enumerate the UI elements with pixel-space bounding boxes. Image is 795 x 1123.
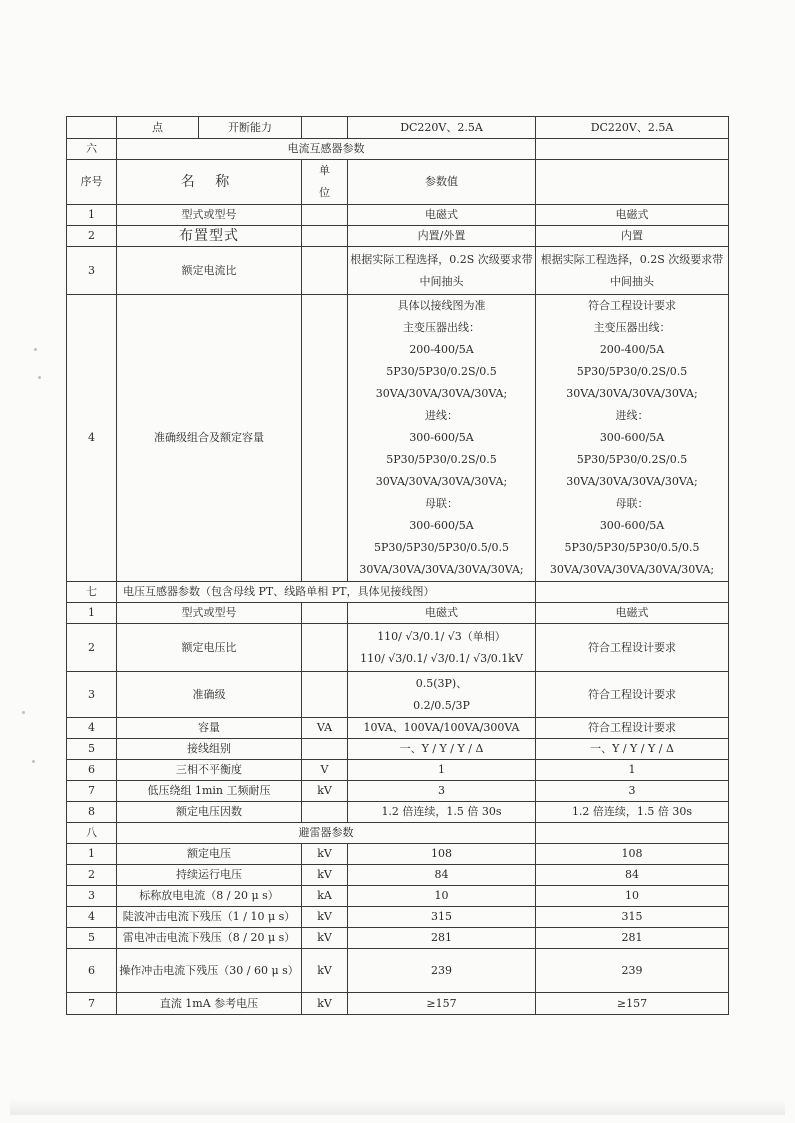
header-value: 参数值	[348, 160, 536, 205]
row-label: 点	[117, 117, 199, 139]
table-row: 6 操作冲击电流下残压（30 / 60 μ s） kV 239 239	[67, 949, 729, 993]
table-row: 5 接线组别 一、Y / Y / Y / Δ 一、Y / Y / Y / Δ	[67, 739, 729, 760]
table-row: 4 容量 VA 10VA、100VA/100VA/300VA 符合工程设计要求	[67, 718, 729, 739]
table-row: 1 型式或型号 电磁式 电磁式	[67, 205, 729, 226]
table-row: 3 额定电流比 根据实际工程选择，0.2S 次级要求带中间抽头 根据实际工程选择，0.2S 次级要求带中间抽头	[67, 247, 729, 295]
accuracy-value-cell: 具体以接线图为准 主变压器出线： 200-400/5A 5P30/5P30/0.2S/0.5 30VA/30VA/30VA/30VA; 进线： 300-600/5A 5P30/5P30/0.2S/0.5 30VA/30VA/30VA/30VA; 母联： 300-600/5A 5P30/5P30/5P30/0.5/0.5 30VA/30VA/30VA/30VA/30VA;	[348, 295, 536, 582]
table-row: 8 额定电压因数 1.2 倍连续，1.5 倍 30s 1.2 倍连续，1.5 倍 30s	[67, 802, 729, 823]
table-row: 3 标称放电电流（8 / 20 μ s） kA 10 10	[67, 886, 729, 907]
header-number: 序号	[67, 160, 117, 205]
section-title: 避雷器参数	[117, 823, 536, 844]
row-response: DC220V、2.5A	[536, 117, 729, 139]
section-title: 电压互感器参数（包含母线 PT、线路单相 PT，具体见接线图）	[117, 582, 536, 603]
section-title: 电流互感器参数	[117, 139, 536, 160]
table-row: 5 雷电冲击电流下残压（8 / 20 μ s） kV 281 281	[67, 928, 729, 949]
section-header	[67, 823, 729, 844]
section-header	[67, 139, 729, 160]
section-header	[67, 582, 729, 603]
table-row: 7 低压绕组 1min 工频耐压 kV 3 3	[67, 781, 729, 802]
section-number: 八	[67, 823, 117, 844]
scan-shadow	[10, 1099, 785, 1115]
breaking-capacity-row	[67, 117, 729, 139]
row-unit	[302, 117, 348, 139]
column-header-row	[67, 160, 729, 205]
table-row: 2 布置型式 内置/外置 内置	[67, 226, 729, 247]
row-param: 开断能力	[199, 117, 302, 139]
row-value: DC220V、2.5A	[348, 117, 536, 139]
table-row: 2 持续运行电压 kV 84 84	[67, 865, 729, 886]
table-row: 3 准确级 0.5(3P)、 0.2/0.5/3P 符合工程设计要求	[67, 672, 729, 718]
header-unit: 单 位	[302, 160, 348, 205]
table-row: 6 三相不平衡度 V 1 1	[67, 760, 729, 781]
table-row: 2 额定电压比 110/ √3/0.1/ √3（单相） 110/ √3/0.1/ √3/0.1/ √3/0.1kV 符合工程设计要求	[67, 624, 729, 672]
table-row: 1 额定电压 kV 108 108	[67, 844, 729, 865]
table-row: 4 陡波冲击电流下残压（1 / 10 μ s） kV 315 315	[67, 907, 729, 928]
section-number: 七	[67, 582, 117, 603]
accuracy-response-cell: 符合工程设计要求 主变压器出线： 200-400/5A 5P30/5P30/0.2S/0.5 30VA/30VA/30VA/30VA; 进线： 300-600/5A 5P30/5P30/0.2S/0.5 30VA/30VA/30VA/30VA; 母联： 300-600/5A 5P30/5P30/5P30/0.5/0.5 30VA/30VA/30VA/30VA/30VA;	[536, 295, 729, 582]
table-row: 1 型式或型号 电磁式 电磁式	[67, 603, 729, 624]
spec-table	[66, 116, 729, 1015]
header-response	[536, 160, 729, 205]
section-number: 六	[67, 139, 117, 160]
table-row: 4 准确级组合及额定容量 具体以接线图为准 主变压器出线： 200-400/5A 5P30/5P30/0.2S/0.5 30VA/30VA/30VA/30VA; 进线： 300-600/5A 5P30/5P30/0.2S/0.5 30VA/30VA/30VA/30VA; 母联： 300-600/5A 5P30/5P30/5P30/0.5/0.5 30VA/30VA/30VA/30VA/30VA; 符合工程设计要求 主变压器出线： 200-400/5A 5P30/5P30/0.2S/0.5 30VA/30VA/30VA/30VA; 进线： 300-600/5A 5P30/5P30/0.2S/0.5 30VA/30VA/30VA/30VA; 母联： 300-600/5A 5P30/5P30/5P30/0.5/0.5 30VA/30VA/30VA/30VA/30VA;	[67, 295, 729, 582]
table-row: 7 直流 1mA 参考电压 kV ≥157 ≥157	[67, 993, 729, 1015]
row-number	[67, 117, 117, 139]
header-name: 名 称	[117, 160, 302, 205]
